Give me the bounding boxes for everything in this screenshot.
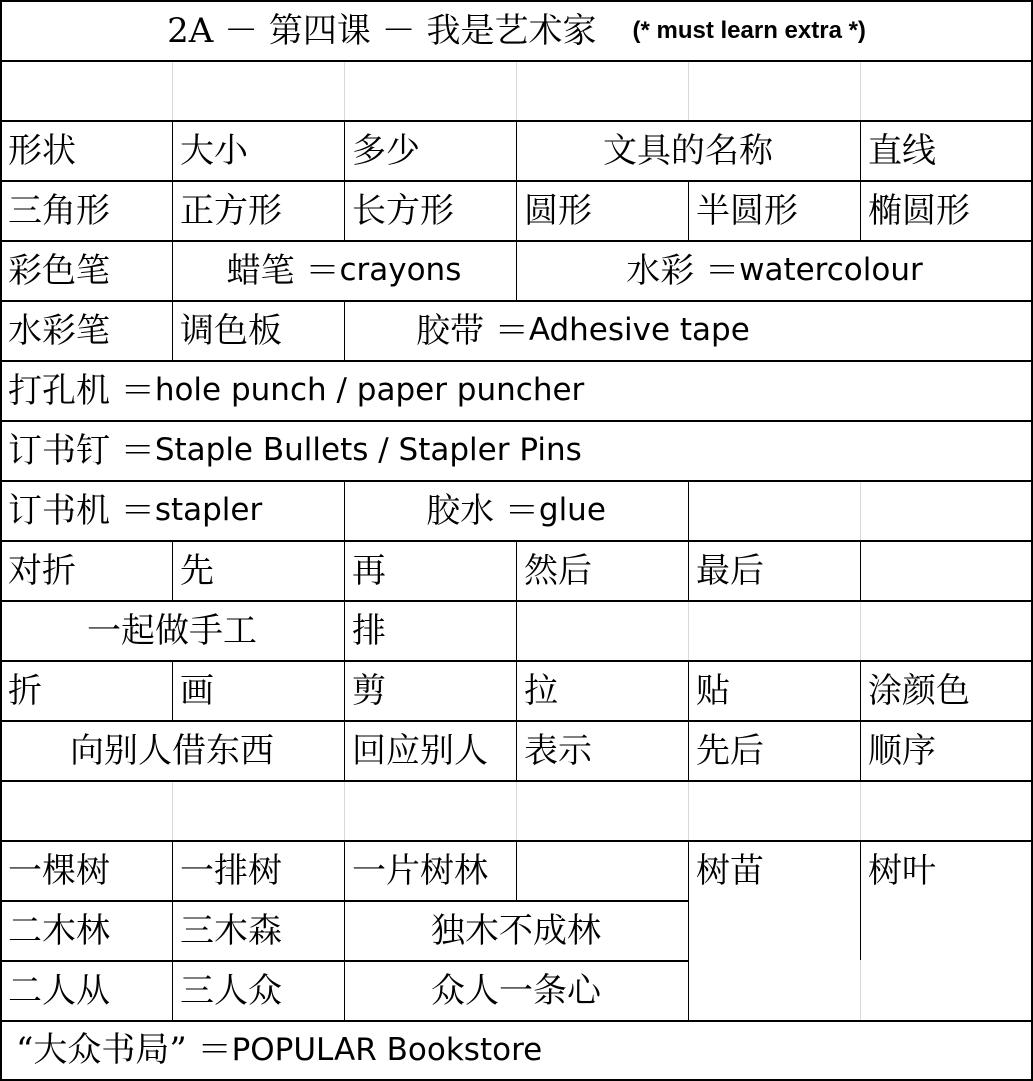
stapler-english: stapler xyxy=(154,492,263,528)
cell-express: 表示 xyxy=(524,730,592,771)
cell-square: 正方形 xyxy=(180,190,282,231)
hole-punch-chinese: 打孔机 ＝ xyxy=(8,370,155,411)
page-title: 2A － 第四课 － 我是艺术家 xyxy=(167,10,597,51)
stapler-chinese: 订书机 ＝ xyxy=(8,490,155,531)
cell-stationery-names: 文具的名称 xyxy=(603,130,773,171)
cell-first: 先 xyxy=(180,550,214,591)
cell-fold-half: 对折 xyxy=(8,550,76,591)
cell-straight-line: 直线 xyxy=(868,130,936,171)
cell-three-people: 三人众 xyxy=(180,970,282,1011)
cell-three-wood: 三木森 xyxy=(180,910,282,951)
cell-finally: 最后 xyxy=(696,550,764,591)
cell-triangle: 三角形 xyxy=(8,190,110,231)
cell-size: 大小 xyxy=(180,130,248,171)
bookstore-english: POPULAR Bookstore xyxy=(231,1031,543,1068)
watercolour-english: watercolour xyxy=(739,252,923,288)
crayons-chinese: 蜡笔 ＝ xyxy=(226,250,340,291)
cell-watercolour xyxy=(516,240,1033,301)
cell-crayons xyxy=(172,240,516,301)
cell-arrange: 排 xyxy=(352,610,386,651)
bookstore-chinese: “大众书局” ＝ xyxy=(16,1030,232,1070)
cell-glue xyxy=(344,480,688,541)
cell-order: 顺序 xyxy=(868,730,936,771)
cell-watercolour-pen: 水彩笔 xyxy=(8,310,110,351)
cell-two-wood: 二木林 xyxy=(8,910,110,951)
cell-semicircle: 半圆形 xyxy=(696,190,798,231)
cell-idiom-united: 众人一条心 xyxy=(431,970,601,1011)
cell-adhesive-tape xyxy=(344,300,1033,361)
title-note: (* must learn extra *) xyxy=(632,16,866,44)
glue-chinese: 胶水 ＝ xyxy=(426,490,539,531)
cell-stapler xyxy=(0,480,344,541)
glue-english: glue xyxy=(538,492,606,528)
cell-grove: 一片树林 xyxy=(352,850,488,891)
cell-colour-in: 涂颜色 xyxy=(868,670,970,711)
crayons-english: crayons xyxy=(339,252,462,288)
cell-again: 再 xyxy=(352,550,386,591)
cell-row-of-trees: 一排树 xyxy=(180,850,282,891)
tape-chinese: 胶带 ＝ xyxy=(416,310,529,351)
cell-hole-punch xyxy=(0,360,1033,421)
cell-pull: 拉 xyxy=(524,670,558,711)
cell-idiom-forest: 独木不成林 xyxy=(431,910,601,951)
cell-quantity: 多少 xyxy=(352,130,420,171)
cell-borrow: 向别人借东西 xyxy=(70,730,274,771)
cell-leaf: 树叶 xyxy=(868,850,936,891)
cell-two-people: 二人从 xyxy=(8,970,110,1011)
cell-palette: 调色板 xyxy=(180,310,282,351)
cell-popular-bookstore xyxy=(0,1020,1033,1080)
cell-color-pen: 彩色笔 xyxy=(8,250,110,291)
cell-one-tree: 一棵树 xyxy=(8,850,110,891)
cell-circle: 圆形 xyxy=(524,190,592,231)
watercolour-chinese: 水彩 ＝ xyxy=(626,250,740,291)
cell-sapling: 树苗 xyxy=(696,850,764,891)
cell-then: 然后 xyxy=(524,550,592,591)
cell-draw: 画 xyxy=(180,670,214,711)
cell-cut: 剪 xyxy=(352,670,386,711)
cell-respond: 回应别人 xyxy=(352,730,488,771)
title-cell xyxy=(0,0,1033,61)
cell-rectangle: 长方形 xyxy=(352,190,454,231)
cell-handicraft: 一起做手工 xyxy=(87,610,257,651)
cell-sequence: 先后 xyxy=(696,730,764,771)
staples-chinese: 订书钉 ＝ xyxy=(8,430,155,471)
cell-shape: 形状 xyxy=(8,130,76,171)
cell-fold: 折 xyxy=(8,670,42,711)
hole-punch-english: hole punch / paper puncher xyxy=(154,372,585,408)
cell-oval: 椭圆形 xyxy=(868,190,970,231)
cell-staple-bullets xyxy=(0,420,1033,481)
staples-english: Staple Bullets / Stapler Pins xyxy=(154,432,582,468)
tape-english: Adhesive tape xyxy=(528,312,750,348)
cell-paste: 贴 xyxy=(696,670,730,711)
